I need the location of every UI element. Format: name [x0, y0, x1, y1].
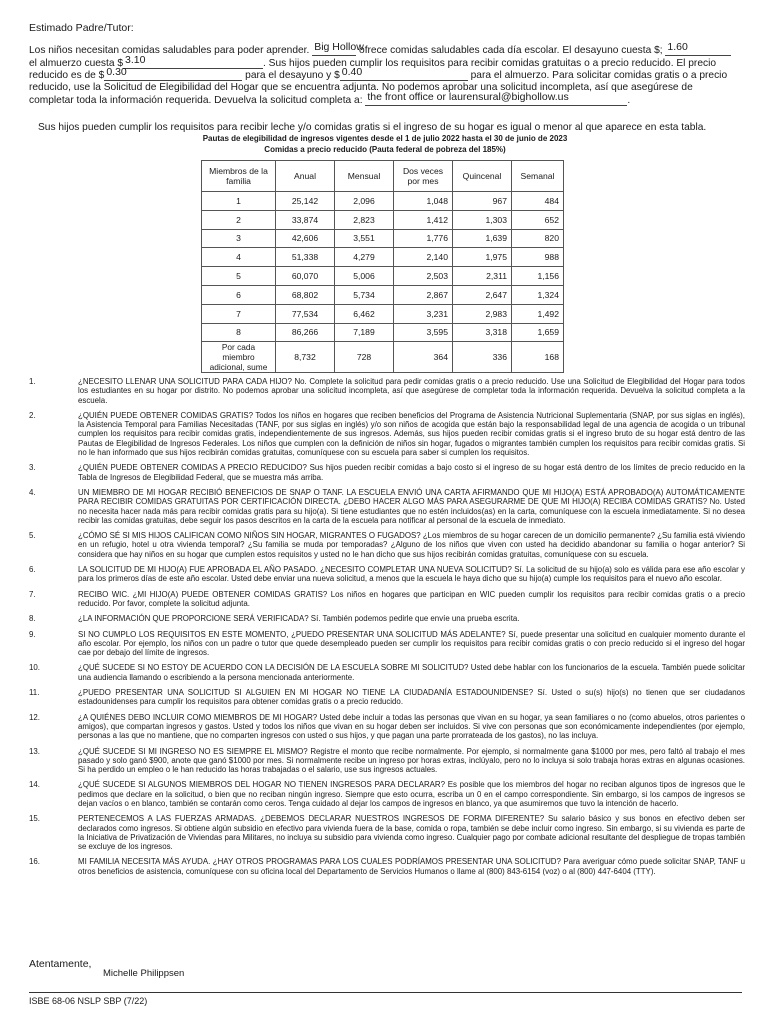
- reduced-lunch-field[interactable]: 0.40: [340, 69, 468, 81]
- faq-text: ¿QUIÉN PUEDE OBTENER COMIDAS GRATIS? Todos los niños en hogares que reciben beneficios del Programa de Asistencia Nutricional Suplementaria (SNAP, por sus siglas en inglés), la Asistencia Temporal para Familias Necesitadas (TANF, por sus siglas en inglés) y/o son niños de acogida que están bajo la responsabilidad legal de una agencia de acogida o un tribunal cumplen los requisitos para recibir comidas gratis, independientemente de sus ingresos. Además, sus hijos pueden recibir comidas gratis si el ingreso bruto de su hogar está dentro de las Pautas de Elegibilidad de Ingresos Federales. Los niños que cumplen con la definición de niños sin hogar, fugados o migrantes también cumplen los requisitos para recibir comidas gratis. Si no le han informado que sus hijos recibirán comidas gratuitas, comuníquese con su escuela para saber si cumplen los requisitos.: [78, 410, 745, 458]
- intro-text: para el almuerzo. Para solicitar comidas gratis o a precio: [470, 70, 728, 82]
- income-cell: 728: [335, 342, 394, 373]
- faq-item: [29, 377, 745, 405]
- income-cell: 2,311: [453, 267, 512, 286]
- income-cell: 988: [512, 248, 564, 267]
- household-size-cell: Por cada miembro adicional, sume: [202, 342, 276, 373]
- school-name-field[interactable]: Big Hollow: [312, 44, 356, 56]
- return-to-field[interactable]: the front office or laurensural@bighollow.us: [365, 94, 627, 106]
- intro-text: completar toda la información requerida. Devuelva la solicitud completa a:: [29, 95, 363, 107]
- income-cell: 364: [394, 342, 453, 373]
- intro-line-2: [29, 53, 741, 70]
- intro-text: reducido es de $: [29, 70, 105, 82]
- faq-text: ¿PUEDO PRESENTAR UNA SOLICITUD SI ALGUIEN EN MI HOGAR NO TIENE LA CIUDADANÍA ESTADOUNIDENSE? Sí. Usted o su(s) hijo(s) no tienen que ser ciudadanos estadounidenses para cumplir los requisitos para obtener comidas gratis o a precio reducido.: [78, 688, 745, 707]
- income-cell: 25,142: [276, 192, 335, 211]
- faq-number: 2.: [29, 410, 36, 420]
- signer-name: Michelle Philippsen: [103, 968, 185, 979]
- faq-item: [29, 814, 745, 851]
- table-row: [202, 267, 564, 286]
- faq-number: 5.: [29, 531, 36, 541]
- intro-line-3: [29, 66, 741, 82]
- faq-number: 8.: [29, 614, 36, 624]
- income-cell: 51,338: [276, 248, 335, 267]
- breakfast-price-field[interactable]: 1.60: [665, 44, 731, 56]
- income-cell: 5,006: [335, 267, 394, 286]
- form-id: ISBE 68-06 NSLP SBP (7/22): [29, 996, 148, 1006]
- column-header: Semanal: [512, 161, 564, 192]
- intro-line-4: reducido, use la Solicitud de Elegibilidad del Hogar que se encuentra adjunta. No podemos aprobar una solicitud incompleta, así que asegúrese de: [29, 81, 693, 93]
- faq-item: [29, 411, 745, 457]
- income-cell: 3,551: [335, 229, 394, 248]
- intro-text: .: [627, 95, 631, 107]
- column-header: Anual: [276, 161, 335, 192]
- table-subtitle: Comidas a precio reducido (Pauta federal de pobreza del 185%): [264, 145, 506, 154]
- reduced-breakfast-field[interactable]: 0.30: [104, 69, 242, 81]
- faq-item: [29, 688, 745, 707]
- table-row: [202, 323, 564, 342]
- faq-item: [29, 780, 745, 808]
- income-cell: 42,606: [276, 229, 335, 248]
- income-cell: 68,802: [276, 285, 335, 304]
- faq-item: [29, 747, 745, 775]
- income-cell: 2,140: [394, 248, 453, 267]
- faq-text: SI NO CUMPLO LOS REQUISITOS EN ESTE MOMENTO, ¿PUEDO PRESENTAR UNA SOLICITUD MÁS ADELANTE? Sí, puede presentar una solicitud en cualquier momento durante el año escolar. Por ejemplo, los niños con un padre o tutor que quede desempleado pueden ser cumplir los requisitos para recibir comidas gratis o con precio reducido si el ingreso del hogar cae por debajo del límite de ingresos.: [78, 629, 745, 658]
- table-row: [202, 192, 564, 211]
- income-cell: 2,823: [335, 210, 394, 229]
- eligibility-note: Sus hijos pueden cumplir los requisitos para recibir leche y/o comidas gratis si el ingreso de su hogar es igual o menor al que aparece en esta tabla.: [38, 122, 707, 133]
- salutation: Estimado Padre/Tutor:: [29, 22, 134, 34]
- income-cell: 652: [512, 210, 564, 229]
- intro-text: . Sus hijos pueden cumplir los requisitos para recibir comidas gratuitas o a precio reducido. El precio: [263, 57, 717, 69]
- faq-text: PERTENECEMOS A LAS FUERZAS ARMADAS. ¿DEBEMOS DECLARAR NUESTROS INGRESOS DE FORMA DIFERENTE? Su salario básico y sus bonos en efectivo deben ser declarados como ingresos. Si obtiene algún subsidio en efectivo para vivienda fuera de la base, comida o ropa, también se debe incluir como ingreso. Sin embargo, si su vivienda es parte de la Iniciativa de Privatización de Viviendas para Militares, no incluya su subsidio para vivienda como ingreso. Cualquier pago por combate adicional resultante del despliegue de tropas también se excluye de los ingresos.: [78, 814, 745, 852]
- table-row: [202, 304, 564, 323]
- faq-item: [29, 565, 745, 584]
- household-size-cell: 1: [202, 192, 276, 211]
- household-size-cell: 7: [202, 304, 276, 323]
- faq-text: ¿QUÉ SUCEDE SI NO ESTOY DE ACUERDO CON LA DECISIÓN DE LA ESCUELA SOBRE MI SOLICITUD? Usted debe hablar con los funcionarios de la escuela. También puede solicitar una audiencia llamando o escribiendo a la persona mencionada anteriormente.: [78, 663, 745, 682]
- column-header: Miembros de la familia: [202, 161, 276, 192]
- faq-text: LA SOLICITUD DE MI HIJO(A) FUE APROBADA EL AÑO PASADO. ¿NECESITO COMPLETAR UNA NUEVA SOLICITUD? Sí. La solicitud de su hijo(a) solo es válida para ese año escolar y para los primeros días de este año escolar. Usted debe enviar una nueva solicitud, a menos que la escuela le haya dicho que su hijo(a) cumple los requisitos para el nuevo año escolar.: [78, 565, 745, 584]
- faq-item: [29, 463, 745, 482]
- income-cell: 2,647: [453, 285, 512, 304]
- income-cell: 820: [512, 229, 564, 248]
- table-row: [202, 342, 564, 373]
- income-cell: 1,975: [453, 248, 512, 267]
- table-header-row: [202, 161, 564, 192]
- table-row: [202, 229, 564, 248]
- income-cell: 1,324: [512, 285, 564, 304]
- faq-item: [29, 713, 745, 741]
- income-cell: 1,659: [512, 323, 564, 342]
- faq-number: 11.: [29, 688, 40, 698]
- income-cell: 1,639: [453, 229, 512, 248]
- table-row: [202, 285, 564, 304]
- income-cell: 6,462: [335, 304, 394, 323]
- faq-number: 7.: [29, 589, 36, 599]
- faq-number: 16.: [29, 857, 40, 867]
- faq-number: 14.: [29, 780, 40, 790]
- faq-text: MI FAMILIA NECESITA MÁS AYUDA. ¿HAY OTROS PROGRAMAS PARA LOS CUALES PODRÍAMOS PRESENTAR UNA SOLICITUD? Para averiguar cómo puede solicitar SNAP, TANF u otros beneficios de asistencia, comuníquese con su oficina local del Departamento de Servicios Humanos o llame al (800) 843-6154 (voz) o al (800) 447-6404 (TTY).: [78, 857, 745, 876]
- income-cell: 3,595: [394, 323, 453, 342]
- faq-number: 3.: [29, 463, 36, 473]
- income-cell: 1,492: [512, 304, 564, 323]
- income-cell: 8,732: [276, 342, 335, 373]
- faq-number: 6.: [29, 565, 36, 575]
- faq-number: 10.: [29, 663, 40, 673]
- faq-item: [29, 663, 745, 682]
- intro-paragraph: [29, 41, 741, 107]
- table-row: [202, 248, 564, 267]
- faq-text: ¿QUÉ SUCEDE SI MI INGRESO NO ES SIEMPRE EL MISMO? Registre el monto que recibe normalmente. Por ejemplo, si normalmente gana $1000 por mes, pero faltó al trabajo el mes pasado y solo ganó $900, anote que ganó $1000 por mes. Si normalmente recibe un ingreso por horas extras, inclúyalo, pero no lo incluya si solo trabaja horas extras en algunas ocasiones. Si ha perdido un empleo o le han reducido las horas trabajadas o el salario, use sus ingresos actuales.: [78, 746, 745, 775]
- income-guidelines-table: [201, 160, 564, 373]
- intro-text: el almuerzo cuesta $: [29, 57, 124, 69]
- faq-number: 13.: [29, 746, 40, 756]
- income-cell: 77,534: [276, 304, 335, 323]
- faq-text: ¿QUÉ SUCEDE SI ALGUNOS MIEMBROS DEL HOGAR NO TIENEN INGRESOS PARA DECLARAR? Es posible que los miembros del hogar no reciban algunos tipos de ingresos que le pedimos que declare en la solicitud, o bien que no reciban ningún ingreso. Siempre que esto ocurra, escriba un 0 en el campo correspondiente. Sin embargo, si los campos de ingresos se dejan vacíos o en blanco, también se contarán como ceros. Tenga cuidado al dejar los campos de ingresos en blanco, ya que asumiremos que tuvo la intención de hacerlo.: [78, 780, 745, 808]
- income-cell: 7,189: [335, 323, 394, 342]
- footer-divider: [29, 992, 742, 993]
- faq-text: ¿NECESITO LLENAR UNA SOLICITUD PARA CADA HIJO? No. Complete la solicitud para pedir comidas gratis o a precio reducido. Use una Solicitud de Elegibilidad del Hogar para todos los estudiantes en su hogar por distrito. No podemos aprobar una solicitud incompleta, así que asegúrese de completar toda la información requerida. Devuelva la solicitud completa a la escuela.: [78, 377, 745, 405]
- faq-item: [29, 614, 745, 623]
- faq-number: 4.: [29, 487, 36, 497]
- income-cell: 4,279: [335, 248, 394, 267]
- income-cell: 3,318: [453, 323, 512, 342]
- income-cell: 1,412: [394, 210, 453, 229]
- column-header: Mensual: [335, 161, 394, 192]
- income-cell: 60,070: [276, 267, 335, 286]
- faq-list: [29, 377, 745, 882]
- income-cell: 2,503: [394, 267, 453, 286]
- income-cell: 336: [453, 342, 512, 373]
- intro-text: para el desayuno y $: [245, 70, 340, 82]
- table-row: [202, 210, 564, 229]
- intro-line-5: [29, 91, 741, 107]
- faq-item: [29, 590, 745, 609]
- column-header: Dos veces por mes: [394, 161, 453, 192]
- faq-item: [29, 488, 745, 525]
- faq-number: 15.: [29, 814, 40, 824]
- faq-item: [29, 630, 745, 658]
- faq-text: ¿CÓMO SÉ SI MIS HIJOS CALIFICAN COMO NIÑOS SIN HOGAR, MIGRANTES O FUGADOS? ¿Los miembros de su hogar carecen de un domicilio permanente? ¿Su familia está viviendo en un refugio, hotel u otra vivienda temporal? ¿Su familia se muda por temporadas? ¿Alguno de los niños que viven con usted ha decidido abandonar su familia o hogar anterior? Si considera que hay niños en su hogar que cumplen estos requisitos y usted no le han dicho que sus hijos recibirán comidas gratuitas, comuníquese con su escuela.: [78, 531, 745, 559]
- income-cell: 168: [512, 342, 564, 373]
- column-header: Quincenal: [453, 161, 512, 192]
- income-cell: 1,776: [394, 229, 453, 248]
- household-size-cell: 8: [202, 323, 276, 342]
- income-cell: 2,867: [394, 285, 453, 304]
- intro-text: Los niños necesitan comidas saludables para poder aprender.: [29, 45, 310, 56]
- income-cell: 1,156: [512, 267, 564, 286]
- income-cell: 33,874: [276, 210, 335, 229]
- faq-text: ¿LA INFORMACIÓN QUE PROPORCIONE SERÁ VERIFICADA? Sí. También podemos pedirle que envíe una prueba escrita.: [78, 614, 520, 624]
- income-cell: 484: [512, 192, 564, 211]
- faq-text: RECIBO WIC. ¿MI HIJO(A) PUEDE OBTENER COMIDAS GRATIS? Los niños en hogares que participan en WIC pueden cumplir los requisitos para recibir comidas gratis o a precio reducido. Por favor, complete la solicitud adjunta.: [78, 589, 745, 608]
- faq-item: [29, 531, 745, 559]
- income-cell: 2,983: [453, 304, 512, 323]
- household-size-cell: 5: [202, 267, 276, 286]
- income-cell: 1,048: [394, 192, 453, 211]
- faq-text: ¿A QUIÉNES DEBO INCLUIR COMO MIEMBROS DE MI HOGAR? Usted debe incluir a todas las personas que vivan en su hogar, ya sean familiares o no (como abuelos, otros parientes o amigos), que compartan ingresos y gastos. Usted y todos los niños que vivan en su hogar deben ser incluidos. Si vive con personas que son económicamente independientes (por ejemplo, personas a las que no mantiene, que no comparten ingresos con usted o sus hijos, y que pagan una parte prorrateada de los gastos), no las incluya.: [78, 712, 745, 741]
- income-cell: 3,231: [394, 304, 453, 323]
- income-cell: 2,096: [335, 192, 394, 211]
- income-cell: 967: [453, 192, 512, 211]
- closing: Atentamente,: [29, 958, 92, 970]
- faq-text: ¿QUIÉN PUEDE OBTENER COMIDAS A PRECIO REDUCIDO? Sus hijos pueden recibir comidas a bajo costo si el ingreso de su hogar está dentro de los límites de precio reducido en la Tabla de Ingresos de Elegibilidad Federal, que se muestra más arriba.: [78, 463, 745, 482]
- income-cell: 86,266: [276, 323, 335, 342]
- household-size-cell: 2: [202, 210, 276, 229]
- faq-item: [29, 857, 745, 876]
- faq-number: 12.: [29, 712, 40, 722]
- faq-number: 1.: [29, 377, 36, 386]
- income-cell: 5,734: [335, 285, 394, 304]
- household-size-cell: 3: [202, 229, 276, 248]
- table-title: Pautas de elegibilidad de ingresos vigentes desde el 1 de julio 2022 hasta el 30 de junio de 2023: [202, 134, 568, 143]
- faq-text: UN MIEMBRO DE MI HOGAR RECIBIÓ BENEFICIOS DE SNAP O TANF. LA ESCUELA ENVIÓ UNA CARTA AFIRMANDO QUE MI HIJO(A) ESTÁ APROBADO(A) AUTOMÁTICAMENTE PARA RECIBIR COMIDAS GRATUITAS POR CERTIFICACIÓN DIRECTA. ¿DEBO HACER ALGO MÁS PARA ASEGURARME DE QUE MI HIJO(A) RECIBA COMIDAS GRATIS? No. Usted no necesita hacer nada más para recibir comidas gratis para su hijo(a). Si tiene estudiantes que no estén incluidos(as) en la carta, comuníquese con la escuela inmediatamente. Si no desea recibir las comidas gratuitas, debe seguir los pasos descritos en la carta de la escuela para notificar al personal de la escuela de inmediato.: [78, 487, 745, 525]
- income-cell: 1,303: [453, 210, 512, 229]
- intro-text: ofrece comidas saludables cada día escolar. El desayuno cuesta $;: [359, 45, 663, 56]
- faq-number: 9.: [29, 629, 36, 639]
- household-size-cell: 6: [202, 285, 276, 304]
- lunch-price-field[interactable]: 3.10: [123, 57, 263, 69]
- household-size-cell: 4: [202, 248, 276, 267]
